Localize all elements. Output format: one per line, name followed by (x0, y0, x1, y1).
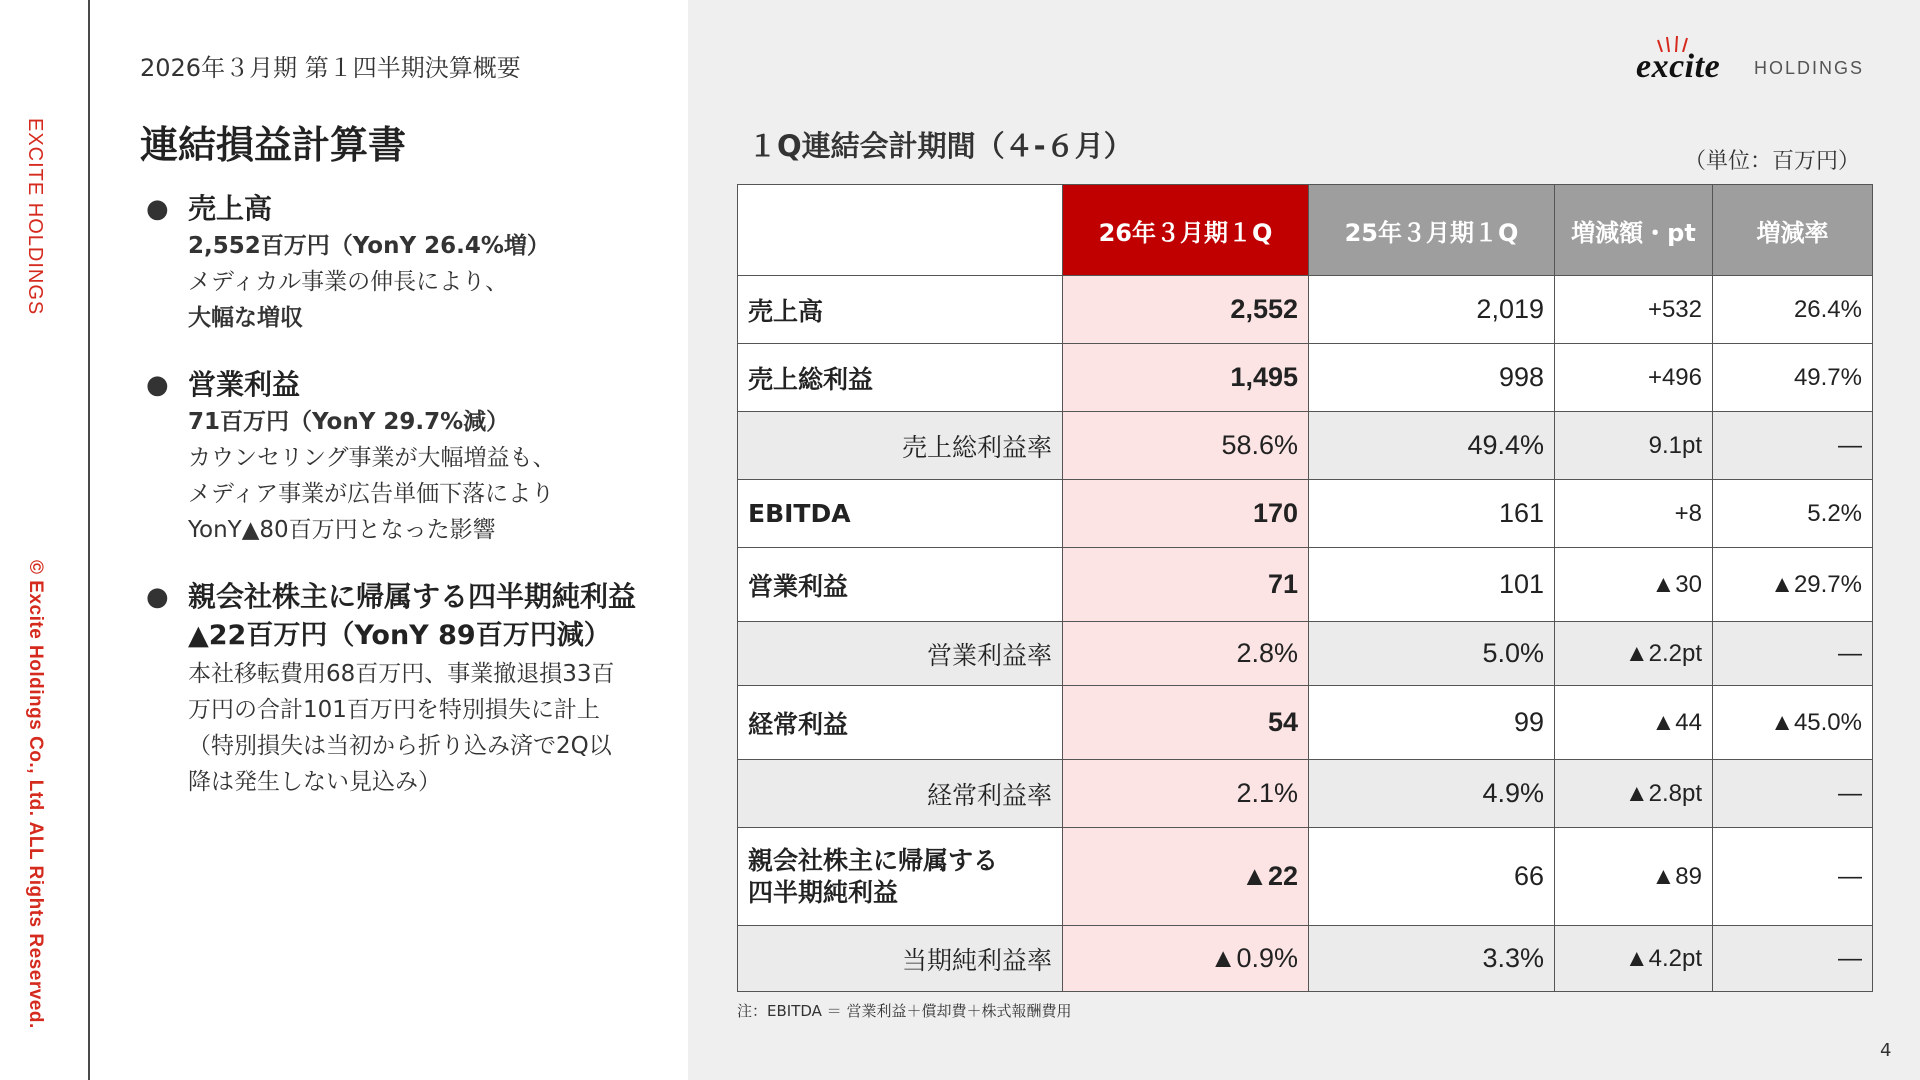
row-label: 経常利益率 (738, 760, 1063, 828)
cell-current: 1,495 (1063, 344, 1309, 412)
row-label: 親会社株主に帰属する 四半期純利益 (738, 828, 1063, 926)
cell-current: 170 (1063, 480, 1309, 548)
cell-change: ▲2.8pt (1555, 760, 1713, 828)
row-label: 経常利益 (738, 686, 1063, 760)
header-cell (738, 185, 1063, 276)
cell-current: 2.1% (1063, 760, 1309, 828)
point-operating-profit (140, 366, 680, 548)
row-label: 売上総利益率 (738, 412, 1063, 480)
point-line: メディカル事業の伸長により、 (188, 269, 509, 295)
point-line: 降は発生しない見込み） (188, 769, 441, 795)
row-label: 営業利益 (738, 548, 1063, 622)
point-line: 71百万円（YonY 29.7%減） (188, 409, 510, 435)
header-cell-change: 増減額・pt (1555, 185, 1713, 276)
cell-rate: ― (1713, 828, 1873, 926)
table-row (738, 480, 1873, 548)
cell-prior: 998 (1309, 344, 1555, 412)
income-statement-table (737, 184, 1873, 992)
cell-change: +532 (1555, 276, 1713, 344)
table-row (738, 412, 1873, 480)
point-heading: 営業利益 (188, 368, 301, 401)
cell-current: 71 (1063, 548, 1309, 622)
cell-change: +8 (1555, 480, 1713, 548)
point-line: 本社移転費用68百万円、事業撤退損33百 (188, 661, 615, 687)
cell-rate: 49.7% (1713, 344, 1873, 412)
cell-change: ▲4.2pt (1555, 926, 1713, 992)
cell-prior: 99 (1309, 686, 1555, 760)
table-row (738, 622, 1873, 686)
table-row (738, 276, 1873, 344)
cell-prior: 101 (1309, 548, 1555, 622)
cell-prior: 2,019 (1309, 276, 1555, 344)
bullet-icon: ● (146, 582, 169, 612)
sidebar-brand: EXCITE HOLDINGS (24, 118, 46, 316)
logo-wordmark: excite (1636, 48, 1721, 85)
cell-prior: 161 (1309, 480, 1555, 548)
company-logo (1636, 48, 1872, 88)
cell-rate: 5.2% (1713, 480, 1873, 548)
point-line: カウンセリング事業が大幅増益も、 (188, 445, 556, 471)
cell-change: ▲89 (1555, 828, 1713, 926)
header-cell-current: 26年３月期１Q (1063, 185, 1309, 276)
cell-prior: 5.0% (1309, 622, 1555, 686)
cell-prior: 4.9% (1309, 760, 1555, 828)
table-header-row (738, 185, 1873, 276)
point-heading: 親会社株主に帰属する四半期純利益 (188, 580, 637, 613)
point-net-income (140, 578, 680, 800)
row-label: 当期純利益率 (738, 926, 1063, 992)
bullet-icon: ● (146, 370, 169, 400)
point-line: ▲22百万円（YonY 89百万円減） (188, 620, 611, 651)
point-line: 大幅な増収 (188, 305, 303, 331)
header-cell-prior: 25年３月期１Q (1309, 185, 1555, 276)
cell-change: ▲30 (1555, 548, 1713, 622)
sidebar-divider (88, 0, 90, 1080)
point-sales (140, 190, 680, 336)
point-heading: 売上高 (188, 192, 273, 225)
cell-prior: 66 (1309, 828, 1555, 926)
row-label: 売上総利益 (738, 344, 1063, 412)
cell-rate: 26.4% (1713, 276, 1873, 344)
cell-rate: ▲45.0% (1713, 686, 1873, 760)
page-title: 連結損益計算書 (140, 123, 407, 167)
cell-prior: 49.4% (1309, 412, 1555, 480)
cell-current: 58.6% (1063, 412, 1309, 480)
table-title: １Q連結会計期間（４-６月） (748, 129, 1133, 163)
cell-change: 9.1pt (1555, 412, 1713, 480)
point-line: （特別損失は当初から折り込み済で2Q以 (188, 733, 612, 759)
logo-subtext: HOLDINGS (1754, 58, 1865, 78)
cell-rate: ▲29.7% (1713, 548, 1873, 622)
table-row (738, 686, 1873, 760)
cell-current: 2.8% (1063, 622, 1309, 686)
cell-rate: ― (1713, 622, 1873, 686)
row-label: 売上高 (738, 276, 1063, 344)
sidebar-copyright: © Excite Holdings Co., Ltd. ALL Rights Reserved. (25, 560, 46, 1029)
page-subtitle: 2026年３月期 第１四半期決算概要 (140, 54, 521, 82)
cell-rate: ― (1713, 412, 1873, 480)
point-line: YonY▲80百万円となった影響 (188, 517, 496, 543)
table-row (738, 548, 1873, 622)
cell-rate: ― (1713, 926, 1873, 992)
cell-prior: 3.3% (1309, 926, 1555, 992)
table-row (738, 344, 1873, 412)
bullet-icon: ● (146, 194, 169, 224)
table-unit: （単位：百万円） (1683, 149, 1860, 174)
cell-current: ▲22 (1063, 828, 1309, 926)
cell-current: 54 (1063, 686, 1309, 760)
table-row (738, 828, 1873, 926)
cell-current: ▲0.9% (1063, 926, 1309, 992)
cell-change: ▲44 (1555, 686, 1713, 760)
cell-current: 2,552 (1063, 276, 1309, 344)
row-label: 営業利益率 (738, 622, 1063, 686)
table-row (738, 760, 1873, 828)
point-line: 2,552百万円（YonY 26.4%増） (188, 233, 550, 259)
cell-change: ▲2.2pt (1555, 622, 1713, 686)
point-line: 万円の合計101百万円を特別損失に計上 (188, 697, 600, 723)
cell-change: +496 (1555, 344, 1713, 412)
row-label: EBITDA (738, 480, 1063, 548)
header-cell-rate: 増減率 (1713, 185, 1873, 276)
page-number: 4 (1880, 1040, 1892, 1061)
sidebar (0, 0, 88, 1080)
table-footnote: 注：EBITDA ＝ 営業利益＋償却費＋株式報酬費用 (737, 1002, 1072, 1020)
cell-rate: ― (1713, 760, 1873, 828)
table-row (738, 926, 1873, 992)
summary-points (140, 190, 680, 800)
point-line: メディア事業が広告単価下落により (188, 481, 555, 507)
